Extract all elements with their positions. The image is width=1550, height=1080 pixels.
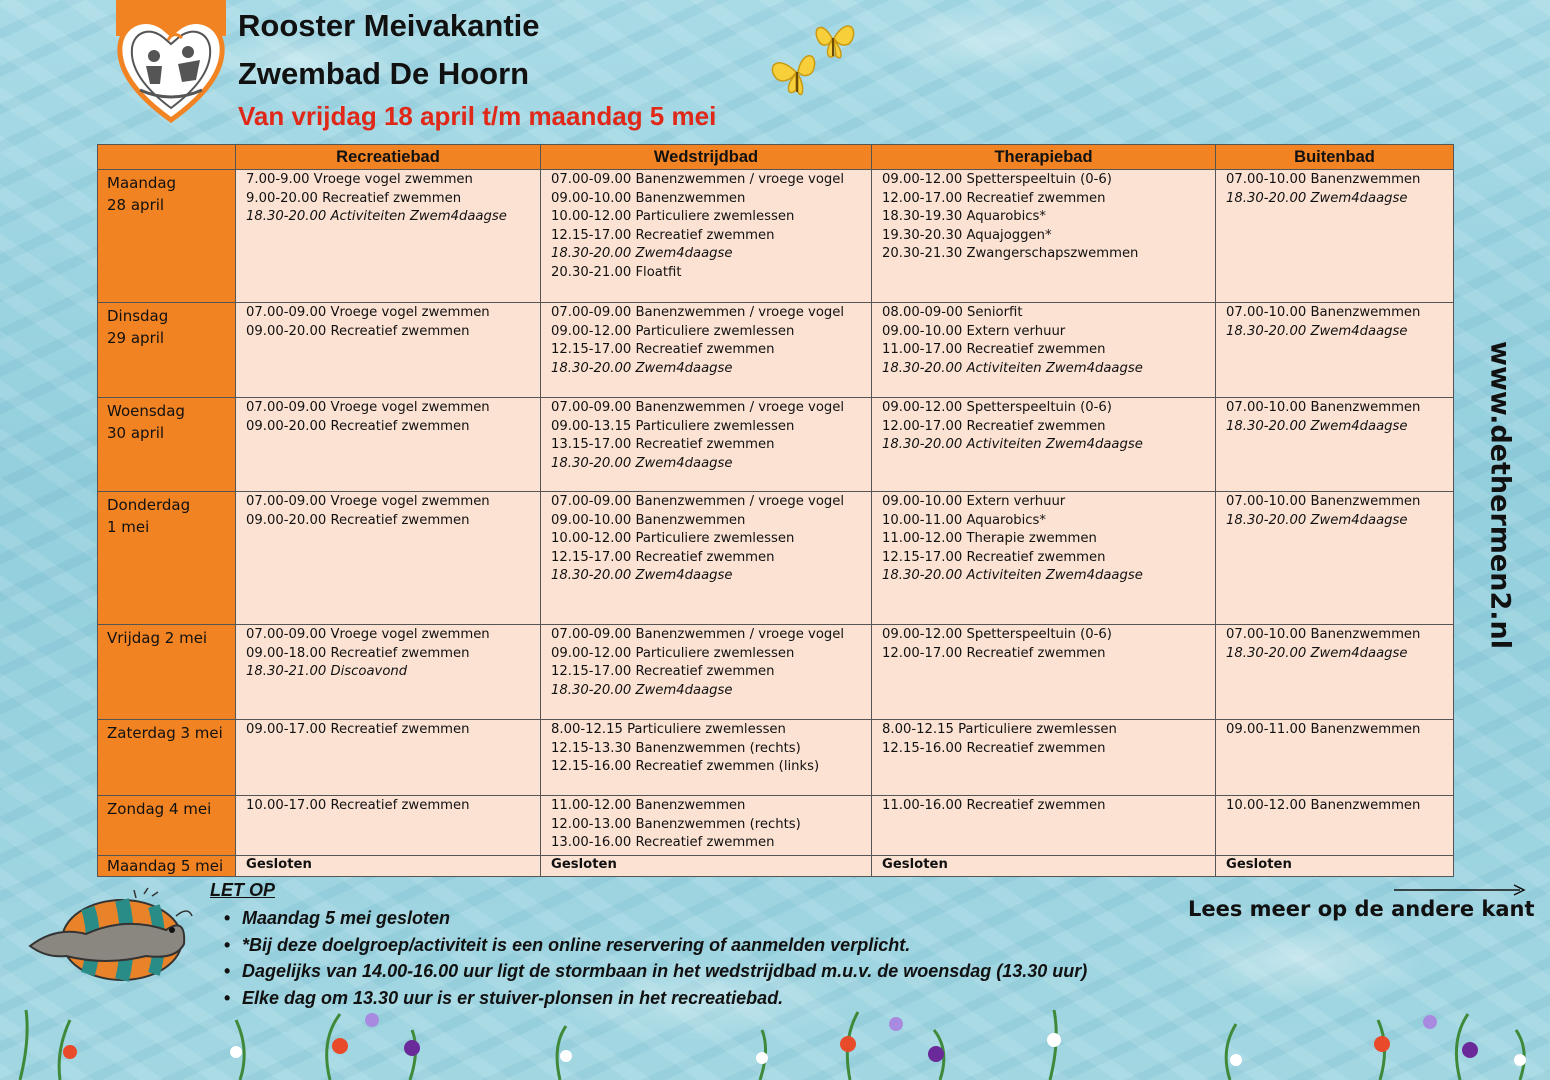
schedule-cell	[541, 625, 872, 720]
day-label: Zaterdag 3 mei	[107, 724, 223, 742]
schedule-entry: 09.00-12.00 Spetterspeeltuin (0-6)	[882, 172, 1112, 187]
table-row	[98, 625, 1454, 720]
schedule-entry: 20.30-21.30 Zwangerschapszwemmen	[882, 246, 1139, 262]
schedule-entry: 20.30-21.00 Floatfit	[551, 264, 682, 280]
schedule-entry: 11.00-12.00 Banenzwemmen	[551, 798, 746, 813]
schedule-entry: 07.00-10.00 Banenzwemmen	[1226, 627, 1421, 642]
schedule-entry: 09.00-12.00 Particuliere zwemlessen	[551, 645, 795, 661]
schedule-entry: 10.00-12.00 Banenzwemmen	[1226, 798, 1421, 813]
schedule-entry: 09.00-18.00 Recreatief zwemmen	[246, 645, 470, 661]
schedule-cell	[236, 720, 541, 796]
schedule-entry: 18.30-20.00 Zwem4daagse	[551, 568, 733, 584]
schedule-cell	[541, 398, 872, 492]
schedule-entry: Gesloten	[551, 856, 617, 872]
notes-heading: LET OP	[210, 880, 276, 900]
schedule-cell	[236, 303, 541, 398]
schedule-cell	[1216, 303, 1454, 398]
schedule-entry: 09.00-10.00 Banenzwemmen	[551, 512, 746, 528]
schedule-cell	[236, 170, 541, 303]
schedule-cell	[236, 625, 541, 720]
day-label: Maandag	[107, 174, 177, 192]
schedule-cell	[1216, 170, 1454, 303]
website-url[interactable]	[1460, 341, 1540, 649]
schedule-entry: 08.00-09-00 Seniorfit	[882, 305, 1023, 320]
table-row	[98, 855, 1454, 876]
schedule-cell	[872, 398, 1216, 492]
schedule-entry: 07.00-09.00 Banenzwemmen / vroege vogel	[551, 627, 845, 642]
schedule-cell	[872, 492, 1216, 625]
day-label: Dinsdag	[107, 307, 169, 325]
day-label: 29 april	[107, 329, 165, 347]
schedule-entry: Gesloten	[1226, 856, 1292, 872]
schedule-cell	[541, 796, 872, 856]
schedule-entry: 07.00-09.00 Vroege vogel zwemmen	[246, 400, 490, 415]
note-item: • *Bij deze doelgroep/activiteit is een online reservering of aanmelden verplicht.	[242, 932, 1087, 959]
table-row	[98, 303, 1454, 398]
day-label: Donderdag	[107, 496, 191, 514]
schedule-entry: 09.00-12.00 Spetterspeeltuin (0-6)	[882, 627, 1112, 642]
schedule-entry: 12.15-17.00 Recreatief zwemmen	[551, 549, 775, 565]
title-line1: Rooster Meivakantie	[238, 8, 540, 43]
schedule-entry: 18.30-20.00 Zwem4daagse	[551, 246, 733, 262]
schedule-entry: 8.00-12.15 Particuliere zwemlessen	[551, 722, 786, 737]
day-cell	[98, 303, 236, 398]
schedule-entry: 18.30-20.00 Zwem4daagse	[1226, 418, 1408, 434]
table-row	[98, 492, 1454, 625]
note-item: • Maandag 5 mei gesloten	[242, 905, 1087, 932]
column-header: Recreatiebad	[236, 145, 541, 170]
schedule-entry: 12.15-17.00 Recreatief zwemmen	[551, 227, 775, 243]
schedule-entry: 12.15-16.00 Recreatief zwemmen	[882, 740, 1106, 756]
schedule-entry: 18.30-20.00 Zwem4daagse	[1226, 512, 1408, 528]
table-row	[98, 796, 1454, 856]
schedule-entry: 09.00-20.00 Recreatief zwemmen	[246, 512, 470, 528]
schedule-entry: 18.30-20.00 Activiteiten Zwem4daagse	[882, 360, 1143, 376]
schedule-cell	[1216, 492, 1454, 625]
schedule-cell	[236, 492, 541, 625]
schedule-entry: Gesloten	[246, 856, 312, 872]
arrow-icon	[1394, 882, 1526, 898]
schedule-cell	[236, 796, 541, 856]
schedule-entry: 18.30-20.00 Zwem4daagse	[1226, 323, 1408, 339]
schedule-cell	[541, 720, 872, 796]
schedule-cell	[872, 303, 1216, 398]
day-label: Maandag 5 mei	[107, 856, 224, 875]
schedule-cell	[541, 303, 872, 398]
table-row	[98, 720, 1454, 796]
schedule-cell	[872, 855, 1216, 876]
day-cell	[98, 796, 236, 856]
schedule-entry: 18.30-20.00 Zwem4daagse	[1226, 645, 1408, 661]
schedule-entry: 19.30-20.30 Aquajoggen*	[882, 227, 1052, 243]
title-line2: Zwembad De Hoorn	[238, 56, 530, 91]
subtitle: Van vrijdag 18 april t/m maandag 5 mei	[238, 101, 717, 131]
schedule-entry: 07.00-09.00 Banenzwemmen / vroege vogel	[551, 494, 845, 509]
day-cell	[98, 398, 236, 492]
day-label: Zondag 4 mei	[107, 800, 212, 818]
day-cell	[98, 170, 236, 303]
schedule-entry: 18.30-20.00 Zwem4daagse	[551, 455, 733, 471]
schedule-entry: 07.00-09.00 Banenzwemmen / vroege vogel	[551, 172, 845, 187]
schedule-cell	[541, 170, 872, 303]
schedule-entry: 07.00-09.00 Vroege vogel zwemmen	[246, 494, 490, 509]
schedule-cell	[872, 170, 1216, 303]
schedule-entry: 07.00-10.00 Banenzwemmen	[1226, 494, 1421, 509]
schedule-entry: 18.30-20.00 Zwem4daagse	[1226, 190, 1408, 206]
schedule-entry: 07.00-09.00 Banenzwemmen / vroege vogel	[551, 400, 845, 415]
schedule-table	[97, 144, 1454, 877]
day-label: 28 april	[107, 196, 165, 214]
schedule-entry: 09.00-13.15 Particuliere zwemlessen	[551, 418, 795, 434]
schedule-entry: 07.00-09.00 Banenzwemmen / vroege vogel	[551, 305, 845, 320]
schedule-entry: 18.30-20.00 Zwem4daagse	[551, 682, 733, 698]
day-label: 1 mei	[107, 518, 150, 536]
schedule-entry: 07.00-10.00 Banenzwemmen	[1226, 305, 1421, 320]
logo-icon	[116, 0, 226, 128]
day-cell	[98, 625, 236, 720]
note-item: • Dagelijks van 14.00-16.00 uur ligt de stormbaan in het wedstrijdbad m.u.v. de woensdag (13.30 uur)	[242, 958, 1087, 985]
schedule-cell	[1216, 398, 1454, 492]
schedule-cell	[541, 855, 872, 876]
schedule-entry: 10.00-11.00 Aquarobics*	[882, 512, 1047, 528]
column-header: Wedstrijdbad	[541, 145, 872, 170]
schedule-entry: 18.30-19.30 Aquarobics*	[882, 209, 1047, 225]
schedule-entry: Gesloten	[882, 856, 948, 872]
notes-list	[242, 905, 1087, 1011]
day-cell	[98, 720, 236, 796]
schedule-entry: 18.30-20.00 Activiteiten Zwem4daagse	[246, 209, 507, 225]
schedule-cell	[1216, 855, 1454, 876]
schedule-entry: 18.30-20.00 Activiteiten Zwem4daagse	[882, 568, 1143, 584]
schedule-entry: 8.00-12.15 Particuliere zwemlessen	[882, 722, 1117, 737]
schedule-entry: 09.00-11.00 Banenzwemmen	[1226, 722, 1421, 737]
schedule-entry: 07.00-09.00 Vroege vogel zwemmen	[246, 305, 490, 320]
schedule-entry: 12.15-17.00 Recreatief zwemmen	[882, 549, 1106, 565]
table-header-row	[98, 145, 1454, 170]
header-corner	[98, 145, 236, 170]
schedule-entry: 09.00-12.00 Particuliere zwemlessen	[551, 323, 795, 339]
day-cell	[98, 492, 236, 625]
schedule-entry: 18.30-21.00 Discoavond	[246, 664, 408, 680]
schedule-entry: 09.00-10.00 Banenzwemmen	[551, 190, 746, 206]
schedule-entry: 09.00-10.00 Extern verhuur	[882, 494, 1066, 509]
butterfly-icon	[762, 10, 862, 105]
schedule-entry: 12.15-16.00 Recreatief zwemmen (links)	[551, 759, 820, 775]
day-cell	[98, 855, 236, 876]
day-label: 30 april	[107, 424, 165, 442]
schedule-entry: 07.00-10.00 Banenzwemmen	[1226, 400, 1421, 415]
schedule-entry: 13.15-17.00 Recreatief zwemmen	[551, 437, 775, 453]
table-row	[98, 398, 1454, 492]
schedule-cell	[1216, 720, 1454, 796]
schedule-cell	[1216, 625, 1454, 720]
schedule-entry: 9.00-20.00 Recreatief zwemmen	[246, 190, 462, 206]
schedule-cell	[541, 492, 872, 625]
table-row	[98, 170, 1454, 303]
day-label: Woensdag	[107, 402, 185, 420]
schedule-entry: 11.00-16.00 Recreatief zwemmen	[882, 798, 1106, 813]
flowers-decoration	[0, 1000, 1550, 1080]
schedule-entry: 7.00-9.00 Vroege vogel zwemmen	[246, 172, 473, 187]
schedule-entry: 07.00-09.00 Vroege vogel zwemmen	[246, 627, 490, 642]
schedule-entry: 09.00-10.00 Extern verhuur	[882, 323, 1066, 339]
schedule-entry: 07.00-10.00 Banenzwemmen	[1226, 172, 1421, 187]
schedule-entry: 12.00-17.00 Recreatief zwemmen	[882, 190, 1106, 206]
column-header: Buitenbad	[1216, 145, 1454, 170]
logo	[116, 0, 226, 128]
schedule-entry: 09.00-12.00 Spetterspeeltuin (0-6)	[882, 400, 1112, 415]
schedule-entry: 09.00-17.00 Recreatief zwemmen	[246, 722, 470, 737]
schedule-cell	[872, 720, 1216, 796]
schedule-entry: 12.00-17.00 Recreatief zwemmen	[882, 645, 1106, 661]
schedule-entry: 12.15-13.30 Banenzwemmen (rechts)	[551, 740, 801, 756]
schedule-entry: 18.30-20.00 Zwem4daagse	[551, 360, 733, 376]
schedule-entry: 11.00-12.00 Therapie zwemmen	[882, 531, 1097, 547]
schedule-entry: 13.00-16.00 Recreatief zwemmen	[551, 835, 775, 851]
schedule-cell	[236, 398, 541, 492]
schedule-entry: 10.00-12.00 Particuliere zwemlessen	[551, 209, 795, 225]
schedule-cell	[872, 796, 1216, 856]
schedule-entry: 11.00-17.00 Recreatief zwemmen	[882, 342, 1106, 358]
schedule-entry: 10.00-17.00 Recreatief zwemmen	[246, 798, 470, 813]
schedule-entry: 09.00-20.00 Recreatief zwemmen	[246, 323, 470, 339]
schedule-entry: 12.15-17.00 Recreatief zwemmen	[551, 342, 775, 358]
schedule-cell	[236, 855, 541, 876]
day-label: Vrijdag 2 mei	[107, 629, 208, 647]
schedule-body	[98, 170, 1454, 877]
seal-icon	[26, 886, 194, 994]
schedule-entry: 18.30-20.00 Activiteiten Zwem4daagse	[882, 437, 1143, 453]
schedule-entry: 10.00-12.00 Particuliere zwemlessen	[551, 531, 795, 547]
schedule-cell	[872, 625, 1216, 720]
schedule-entry: 12.00-17.00 Recreatief zwemmen	[882, 418, 1106, 434]
schedule-entry: 12.15-17.00 Recreatief zwemmen	[551, 664, 775, 680]
website-url-text[interactable]: www.dethermen2.nl	[1484, 341, 1516, 649]
schedule-entry: 09.00-20.00 Recreatief zwemmen	[246, 418, 470, 434]
note-item: • Elke dag om 13.30 uur is er stuiver-plonsen in het recreatiebad.	[242, 985, 1087, 1012]
read-more-link[interactable]: Lees meer op de andere kant	[1188, 897, 1535, 921]
schedule-cell	[1216, 796, 1454, 856]
schedule-entry: 12.00-13.00 Banenzwemmen (rechts)	[551, 816, 801, 832]
column-header: Therapiebad	[872, 145, 1216, 170]
